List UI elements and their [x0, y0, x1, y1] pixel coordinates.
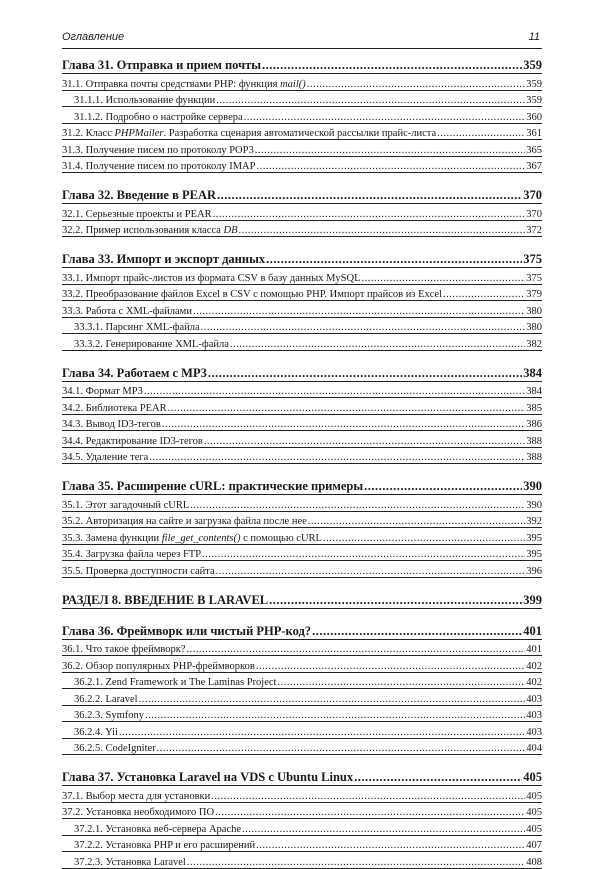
leader-dots [213, 209, 526, 220]
leader-dots [215, 807, 525, 818]
entry-page-number: 403 [526, 726, 542, 738]
chapter-heading[interactable] [62, 250, 542, 268]
toc-entry[interactable] [62, 268, 542, 285]
leader-dots [256, 161, 525, 172]
entry-page-number: 396 [526, 565, 542, 577]
entry-page-number: 365 [526, 144, 542, 156]
entry-text: 31.1.1. Использование функции [74, 95, 216, 106]
leader-dots [443, 289, 525, 300]
heading-text: Глава 37. Установка Laravel на VDS с Ubuntu Linux [62, 770, 354, 784]
leader-dots [149, 452, 525, 463]
toc-entry[interactable] [62, 495, 542, 512]
toc-entry[interactable] [62, 836, 542, 853]
leader-dots [201, 322, 526, 333]
entry-page-number: 375 [526, 272, 542, 284]
chapter-heading[interactable] [62, 768, 542, 786]
toc-entry[interactable] [62, 545, 542, 562]
entry-page-number: 404 [526, 743, 542, 754]
leader-dots [230, 339, 525, 350]
toc-chapter [62, 477, 542, 578]
entry-page-number: 388 [526, 435, 542, 447]
heading-text: Глава 34. Работаем с MP3 [62, 365, 207, 380]
entry-page-number: 395 [526, 532, 542, 544]
heading-page-number: 370 [523, 188, 542, 202]
leader-dots [239, 225, 526, 236]
toc-chapter [62, 250, 542, 351]
entry-page-number: 360 [526, 111, 542, 123]
toc-entry[interactable] [62, 398, 542, 415]
entry-page-number: 370 [526, 208, 542, 220]
toc-part [62, 591, 542, 609]
toc-entry[interactable] [62, 74, 542, 91]
leader-dots [307, 79, 526, 90]
toc-entry[interactable] [62, 689, 542, 706]
entry-page-number: 392 [526, 516, 542, 527]
entry-text: 34.1. Формат MP3 [62, 386, 143, 397]
toc-entry[interactable] [62, 640, 542, 657]
toc-chapter [62, 364, 542, 465]
heading-page-number: 401 [523, 623, 542, 638]
toc-entry[interactable] [62, 107, 542, 124]
entry-page-number: 395 [526, 549, 542, 560]
entry-text: 32.2. Пример использования класса DB [62, 225, 238, 236]
entry-text: 36.2. Обзор популярных PHP-фреймворков [62, 660, 255, 672]
entry-page-number: 390 [526, 499, 542, 511]
leader-dots [204, 436, 525, 447]
heading-text: Глава 35. Расширение cURL: практические примеры [62, 479, 364, 493]
entry-text: 34.4. Редактирование ID3-тегов [62, 435, 203, 447]
leader-dots [262, 58, 522, 73]
entry-page-number: 359 [526, 78, 542, 90]
leader-dots [277, 677, 525, 688]
toc-entry[interactable] [62, 448, 542, 465]
toc-entry[interactable] [62, 819, 542, 836]
leader-dots [217, 188, 522, 203]
leader-dots [255, 145, 526, 156]
entry-text: 36.2.4. Yii [74, 726, 118, 738]
toc-entry[interactable] [62, 673, 542, 690]
entry-page-number: 405 [526, 823, 542, 835]
leader-dots [193, 306, 525, 317]
entry-text: 31.4. Получение писем по протоколу IMAP [62, 161, 256, 172]
entry-text: 35.5. Проверка доступности сайта [62, 565, 215, 577]
entry-text: 31.1. Отправка почты средствами PHP: функция mail() [62, 78, 306, 90]
entry-page-number: 386 [526, 419, 542, 430]
leader-dots [362, 273, 526, 284]
leader-dots [144, 386, 525, 397]
entry-text: 37.2.1. Установка веб-сервера Apache [74, 823, 242, 835]
leader-dots [354, 770, 522, 785]
entry-page-number: 359 [526, 95, 542, 106]
entry-text: 37.2. Установка необходимого ПО [62, 807, 215, 818]
leader-dots [269, 593, 522, 608]
heading-page-number: 405 [523, 770, 542, 784]
entry-text: 31.1.2. Подробно о настройке сервера [74, 111, 243, 123]
entry-text: 37.2.3. Установка Laravel [74, 856, 186, 868]
toc-entry[interactable] [62, 91, 542, 108]
heading-page-number: 375 [523, 252, 542, 266]
leader-dots [216, 566, 526, 577]
entry-text: 36.2.3. Symfony [74, 710, 145, 721]
leader-dots [119, 727, 525, 738]
entry-text: 35.4. Загрузка файла через FTP [62, 549, 202, 560]
toc-chapter [62, 186, 542, 237]
leader-dots [256, 840, 525, 851]
leader-dots [190, 500, 525, 511]
toc-entry[interactable] [62, 334, 542, 351]
toc-entry[interactable] [62, 124, 542, 141]
heading-page-number: 399 [523, 592, 542, 607]
chapter-heading[interactable] [62, 56, 542, 74]
leader-dots [187, 644, 526, 655]
toc-entry[interactable] [62, 415, 542, 432]
chapter-heading[interactable] [62, 477, 542, 495]
chapter-heading[interactable] [62, 622, 542, 640]
entry-text: 33.2. Преобразование файлов Excel в CSV с помощью PHP. Импорт прайсов из Excel [62, 289, 442, 300]
entry-text: 33.3. Работа с XML-файлами [62, 305, 192, 317]
toc-entry[interactable] [62, 301, 542, 318]
heading-page-number: 359 [523, 58, 542, 72]
entry-page-number: 402 [526, 660, 542, 672]
entry-page-number: 401 [526, 644, 542, 655]
toc-entry[interactable] [62, 431, 542, 448]
toc-chapter [62, 768, 542, 869]
toc-entry[interactable] [62, 739, 542, 756]
entry-page-number: 384 [526, 386, 542, 397]
chapter-heading[interactable] [62, 364, 542, 382]
entry-text: 32.1. Серьезные проекты и PEAR [62, 208, 212, 220]
toc-entry[interactable] [62, 561, 542, 578]
heading-page-number: 390 [523, 479, 542, 493]
entry-text: 35.3. Замена функции file_get_contents() с помощью cURL [62, 532, 322, 544]
toc-entry[interactable] [62, 852, 542, 869]
toc-entry[interactable] [62, 157, 542, 174]
running-title: Оглавление [62, 31, 125, 43]
leader-dots [202, 549, 525, 560]
leader-dots [323, 533, 525, 544]
entry-page-number: 372 [526, 225, 542, 236]
leader-dots [168, 403, 526, 414]
entry-page-number: 385 [526, 402, 542, 414]
leader-dots [437, 128, 525, 139]
leader-dots [364, 479, 522, 494]
entry-text: 31.2. Класс PHPMailer. Разработка сценария автоматической рассылки прайс-листа [62, 128, 437, 139]
entry-page-number: 388 [526, 452, 542, 463]
heading-text: Глава 32. Введение в PEAR [62, 188, 217, 202]
heading-page-number: 384 [523, 365, 542, 380]
entry-page-number: 407 [526, 840, 542, 851]
leader-dots [266, 252, 522, 267]
part-heading[interactable] [62, 591, 542, 609]
toc-chapter [62, 56, 542, 173]
toc-entry[interactable] [62, 656, 542, 673]
entry-page-number: 380 [526, 305, 542, 317]
entry-text: 34.2. Библиотека PEAR [62, 402, 167, 414]
entry-page-number: 405 [526, 807, 542, 818]
toc-entry[interactable] [62, 382, 542, 399]
entry-text: 33.3.1. Парсинг XML-файла [74, 322, 200, 333]
page-number: 11 [528, 31, 540, 43]
entry-text: 36.2.1. Zend Framework и The Laminas Project [74, 677, 277, 688]
heading-text: Глава 31. Отправка и прием почты [62, 58, 262, 72]
entry-page-number: 402 [526, 677, 542, 688]
leader-dots [216, 95, 525, 106]
toc-entry[interactable] [62, 221, 542, 238]
toc-entry[interactable] [62, 318, 542, 335]
entry-page-number: 408 [526, 856, 542, 868]
toc-entry[interactable] [62, 204, 542, 221]
leader-dots [139, 694, 526, 705]
entry-text: 36.2.5. CodeIgniter [74, 743, 156, 754]
entry-page-number: 405 [526, 790, 542, 802]
entry-page-number: 379 [526, 289, 542, 300]
entry-page-number: 367 [526, 161, 542, 172]
entry-text: 36.2.2. Laravel [74, 693, 138, 705]
entry-page-number: 361 [526, 128, 542, 139]
heading-text: Глава 33. Импорт и экспорт данных [62, 252, 266, 266]
leader-dots [145, 710, 525, 721]
entry-page-number: 403 [526, 693, 542, 705]
chapter-heading[interactable] [62, 186, 542, 204]
leader-dots [162, 419, 525, 430]
entry-text: 34.5. Удаление тега [62, 452, 149, 463]
entry-text: 35.1. Этот загадочный cURL [62, 499, 190, 511]
entry-page-number: 380 [526, 322, 542, 333]
toc-entry[interactable] [62, 786, 542, 803]
toc-entry[interactable] [62, 722, 542, 739]
leader-dots [312, 624, 522, 639]
entry-text: 33.1. Импорт прайс-листов из формата CSV в базу данных MySQL [62, 272, 361, 284]
toc-entry[interactable] [62, 528, 542, 545]
toc-entry[interactable] [62, 285, 542, 302]
entry-text: 33.3.2. Генерирование XML-файла [74, 338, 229, 350]
entry-page-number: 403 [526, 710, 542, 721]
entry-text: 36.1. Что такое фреймворк? [62, 644, 186, 655]
page-header [62, 30, 542, 49]
leader-dots [157, 743, 526, 754]
entry-text: 37.1. Выбор места для установки [62, 790, 211, 802]
leader-dots [256, 661, 525, 672]
toc-entry[interactable] [62, 140, 542, 157]
leader-dots [242, 824, 525, 835]
entry-page-number: 382 [526, 338, 542, 350]
table-of-contents [62, 56, 542, 869]
leader-dots [187, 857, 525, 868]
toc-chapter [62, 622, 542, 756]
entry-text: 35.2. Авторизация на сайте и загрузка файла после нее [62, 516, 307, 527]
leader-dots [244, 112, 526, 123]
toc-entry[interactable] [62, 706, 542, 723]
entry-text: 31.3. Получение писем по протоколу POP3 [62, 144, 254, 156]
toc-entry[interactable] [62, 512, 542, 529]
leader-dots [208, 366, 522, 381]
leader-dots [308, 516, 525, 527]
heading-text: РАЗДЕЛ 8. ВВЕДЕНИЕ В LARAVEL [62, 592, 269, 607]
entry-text: 37.2.2. Установка PHP и его расширений [74, 840, 256, 851]
entry-text: 34.3. Вывод ID3-тегов [62, 419, 161, 430]
heading-text: Глава 36. Фреймворк или чистый PHP-код? [62, 623, 312, 638]
toc-entry[interactable] [62, 803, 542, 820]
leader-dots [211, 791, 525, 802]
